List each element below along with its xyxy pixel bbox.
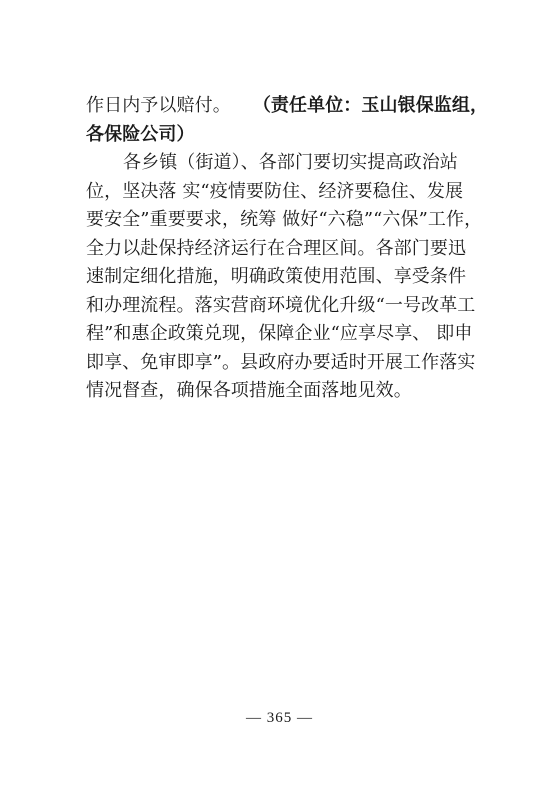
- responsible-unit-note: （责任单位：玉山银保监组，: [252, 95, 489, 116]
- paragraph-2-line-4: 全力以赴保持经济运行在合理区间。各部门要迅: [86, 237, 467, 259]
- paragraph-1-line-2: 各保险公司）: [86, 123, 195, 145]
- paragraph-2-line-9: 情况督查，确保各项措施全面落地见效。: [86, 380, 412, 401]
- body-text: 作日内予以赔付。: [86, 95, 231, 116]
- paragraph-2-line-2: 位，坚决落 实“疫情要防住、经济要稳住、发展: [86, 180, 464, 202]
- paragraph-2-line-8: 即享、免审即享”。县政府办要适时开展工作落实: [86, 351, 476, 373]
- document-body: [86, 92, 489, 406]
- paragraph-2-line-3: 要安全”重要要求，统筹 做好“六稳”“六保”工作，: [86, 209, 483, 230]
- paragraph-1-line-1: [86, 92, 489, 121]
- paragraph-2-line-5: 速制定细化措施，明确政策使用范围、享受条件: [86, 266, 467, 287]
- paragraph-2-line-7: 程”和惠企政策兑现，保障企业“应享尽享、 即申: [86, 323, 473, 344]
- paragraph-2-line-6: 和办理流程。落实营商环境优化升级“一号改革工: [86, 294, 476, 316]
- page-number: — 365 —: [246, 710, 313, 726]
- paragraph-2-line-1: 各乡镇（街道）、各部门要切实提高政治站: [123, 152, 458, 173]
